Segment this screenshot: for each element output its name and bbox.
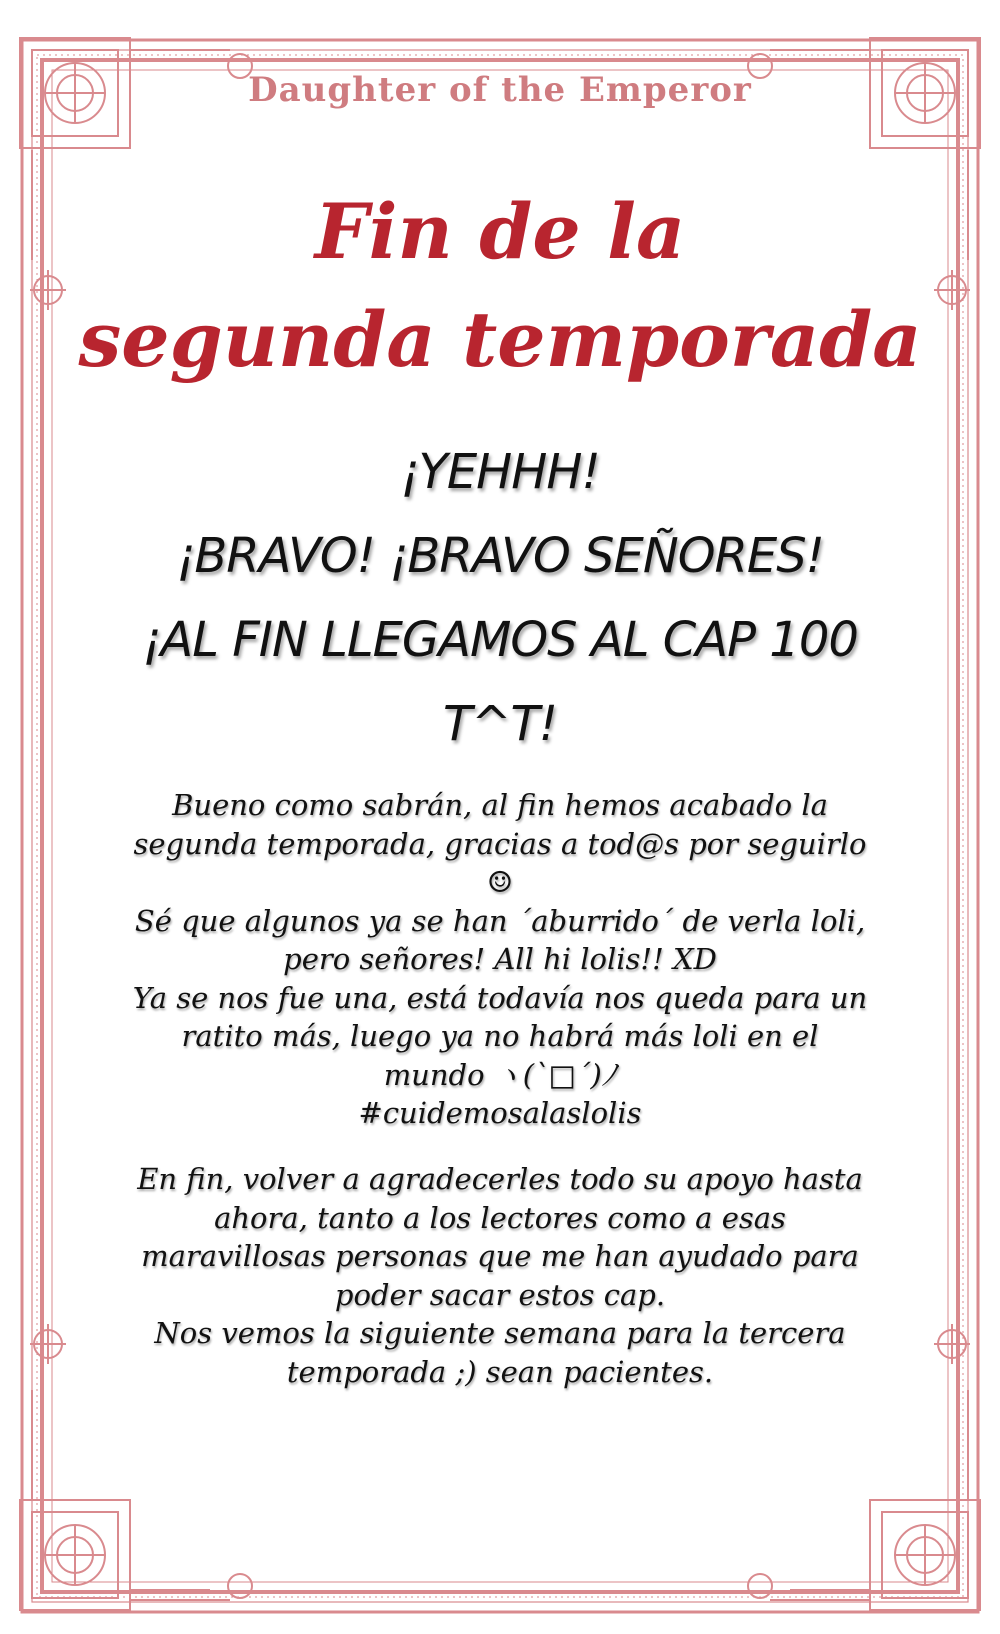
paragraph-line: Nos vemos la siguiente semana para la tercera <box>154 1316 846 1350</box>
message-paragraph-1 <box>115 786 885 1133</box>
celebration-text <box>100 430 900 766</box>
paragraph-line: segunda temporada, gracias a tod@s por seguirlo <box>133 826 867 861</box>
paragraph-line: poder sacar estos cap. <box>334 1277 666 1312</box>
chapter-end-title <box>0 178 1000 394</box>
series-title-header: Daughter of the Emperor <box>248 70 752 110</box>
smiley-icon: ☺ <box>487 865 513 899</box>
medallion-left-lower <box>30 1324 66 1364</box>
paragraph-line: pero señores! All hi lolis!! XD <box>283 942 717 976</box>
paragraph-line: temporada ;) sean pacientes. <box>286 1354 714 1389</box>
cheer-line: ¡BRAVO! ¡BRAVO SEÑORES! <box>176 528 824 584</box>
cheer-line: T^T! <box>442 696 558 752</box>
cheer-line: ¡YEHHH! <box>400 444 600 500</box>
title-line: segunda temporada <box>78 295 922 384</box>
paragraph-line: Ya se nos fue una, está todavía nos queda para un <box>132 980 868 1015</box>
paragraph-line: mundo ヽ(`□´)ﾉ <box>383 1057 617 1092</box>
cheer-line: ¡AL FIN LLEGAMOS AL CAP 100 <box>142 612 858 668</box>
paragraph-line: Sé que algunos ya se han ´aburrido´ de verla loli, <box>134 903 866 938</box>
medallion-right-lower <box>934 1324 970 1364</box>
medallion-bottom-left <box>228 1574 252 1598</box>
paragraph-line: En fin, volver a agradecerles todo su apoyo hasta <box>137 1162 863 1196</box>
medallion-bottom-right <box>748 1574 772 1598</box>
hashtag: #cuidemosalaslolis <box>358 1096 642 1130</box>
paragraph-line: maravillosas personas que me han ayudado para <box>141 1239 859 1273</box>
title-line: Fin de la <box>314 187 686 276</box>
paragraph-line: ratito más, luego ya no habrá más loli en el <box>181 1019 819 1053</box>
message-paragraph-2 <box>115 1160 885 1391</box>
paragraph-line: Bueno como sabrán, al fin hemos acabado la <box>172 788 828 822</box>
paragraph-line: ahora, tanto a los lectores como a esas <box>214 1200 786 1235</box>
